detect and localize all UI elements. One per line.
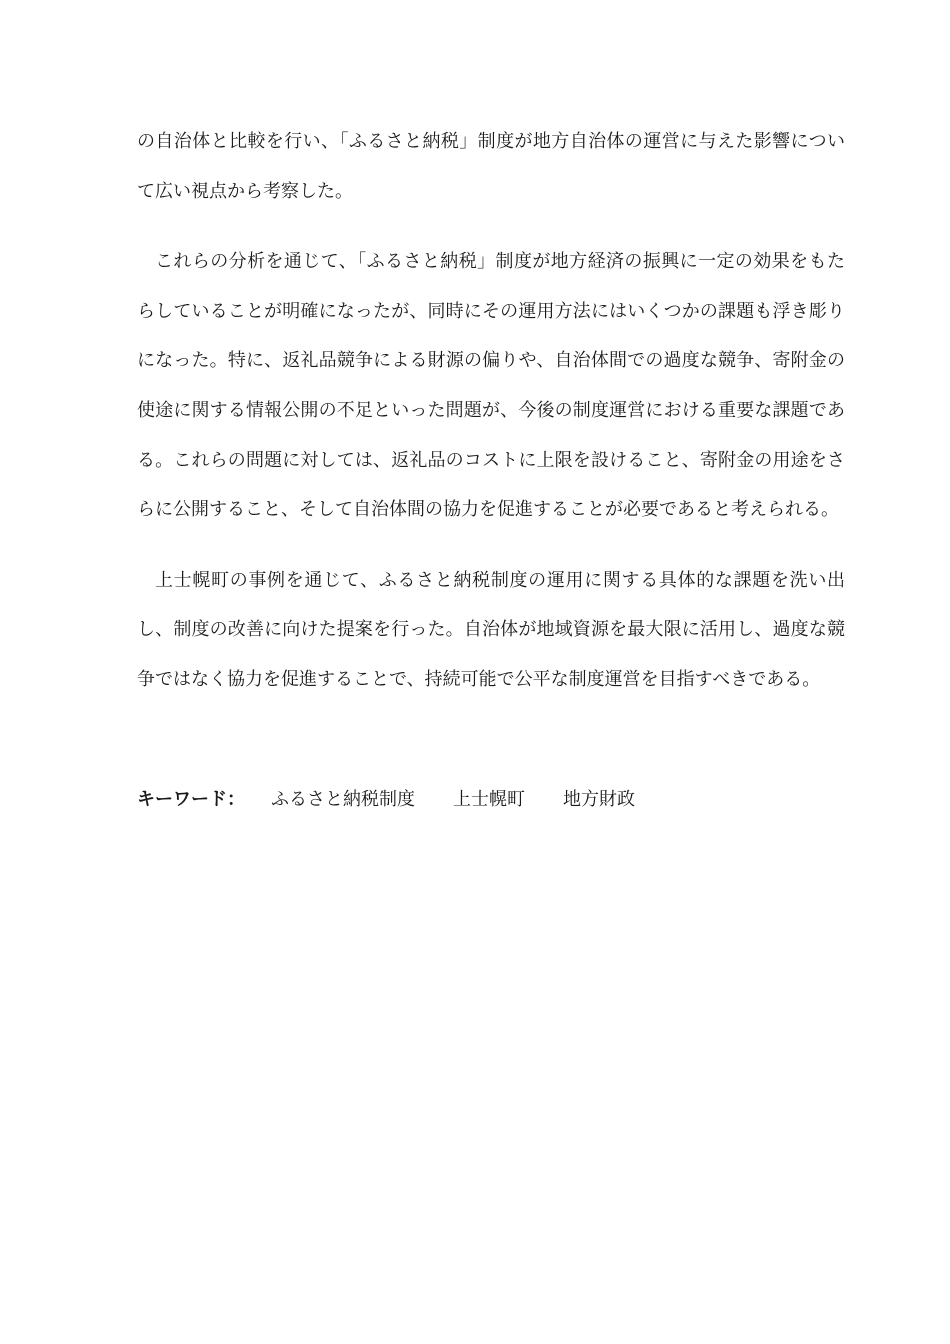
keyword-item: ふるさと納税制度	[271, 788, 415, 810]
keywords-label: キーワード：	[137, 788, 245, 810]
paragraph-analysis-findings: これらの分析を通じて、「ふるさと納税」制度が地方経済の振興に一定の効果をもたらしていることが明確になったが、同時にその運用方法にはいくつかの課題も浮き彫りになった。特に、返礼品競争による財源の偏りや、自治体間での過度な競争、寄附金の使途に関する情報公開の不足といった問題が、今後の制度運営における重要な課題である。これらの問題に対しては、返礼品のコストに上限を設けること、寄附金の用途をさらに公開すること、そして自治体間の協力を促進することが必要であると考えられる。	[137, 251, 845, 521]
keyword-item: 地方財政	[563, 788, 635, 810]
paragraph-continuation: の自治体と比較を行い、「ふるさと納税」制度が地方自治体の運営に与えた影響について広い視点から考察した。	[137, 131, 845, 202]
document-page	[137, 117, 845, 816]
paragraph-kamishihoro-case: 上士幌町の事例を通じて、ふるさと納税制度の運用に関する具体的な課題を洗い出し、制度の改善に向けた提案を行った。自治体が地域資源を最大限に活用し、過度な競争ではなく協力を促進することで、持続可能で公平な制度運営を目指すべきである。	[137, 569, 845, 690]
keyword-item: 上士幌町	[453, 788, 525, 810]
keywords-section	[137, 784, 845, 816]
